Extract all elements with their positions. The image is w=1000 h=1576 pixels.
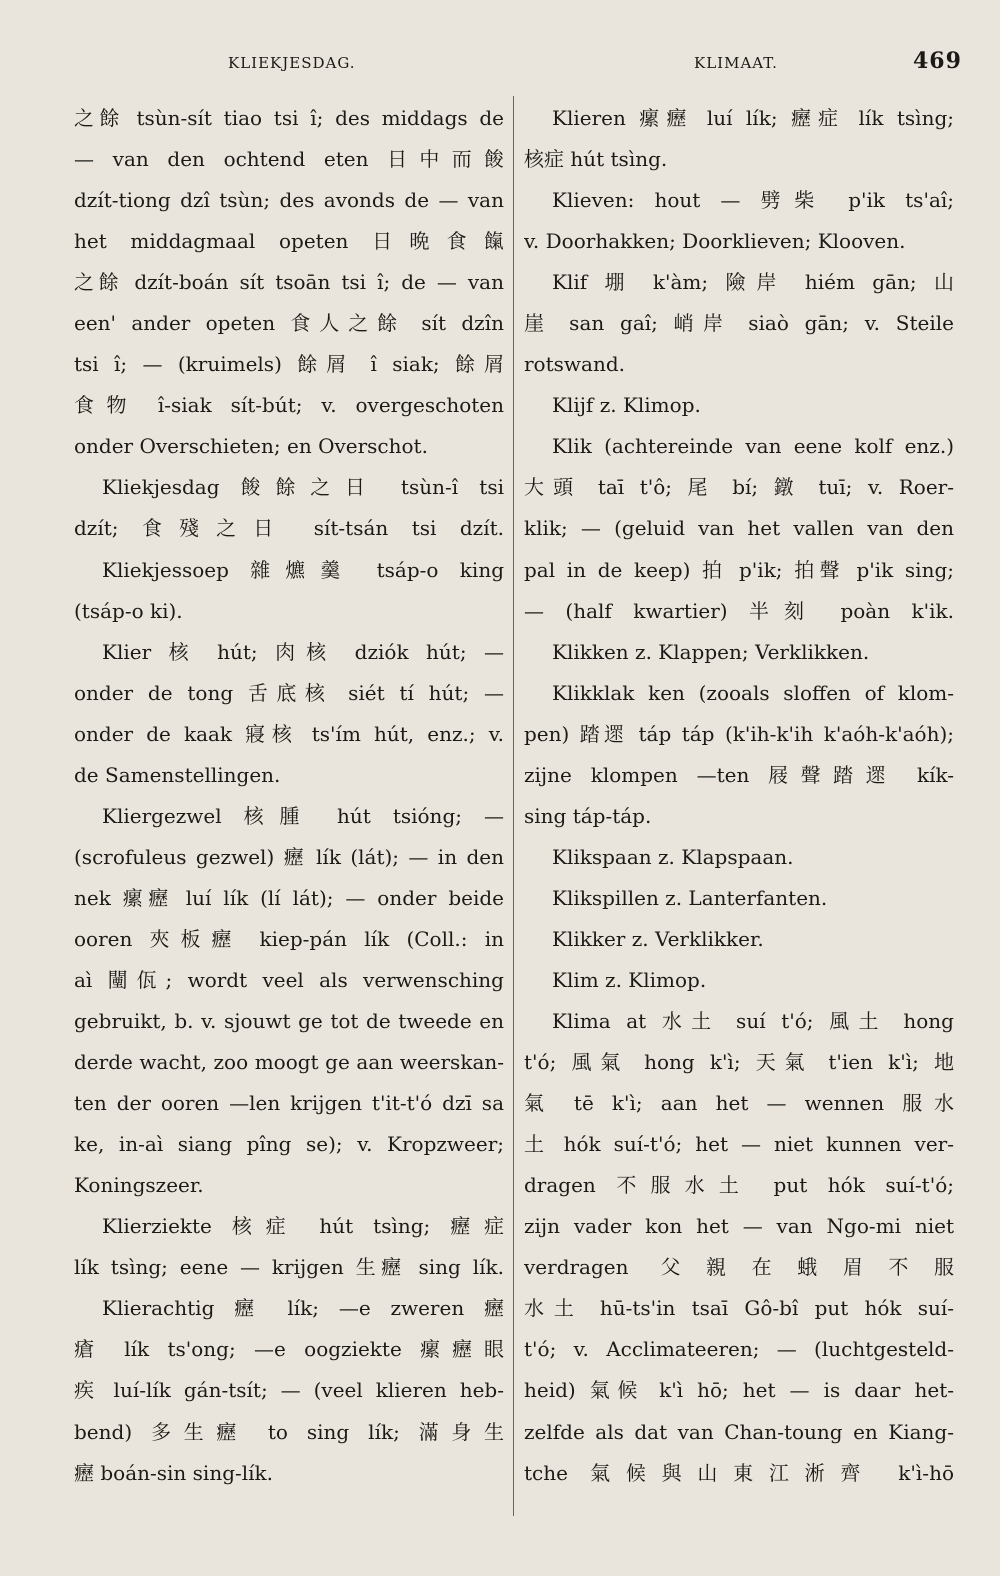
header-right-guideword: KLIMAAT. [694,54,778,72]
text-line: zelfde als dat van Chan-toung en Kiang- [524,1419,954,1444]
text-line: Klim z. Klimop. [552,967,707,992]
text-line: 之餘 dzít-boán sít tsoān tsi î; de — van [74,270,504,295]
text-line: 疾 luí-lík gán-tsít; — (veel klieren heb- [74,1378,504,1403]
text-line: ke, in-aì siang pîng se); v. Kropzweer; [74,1132,504,1157]
header-left-guideword: KLIEKJESDAG. [228,54,356,72]
text-line: 土 hók suí-t'ó; het — niet kunnen ver- [524,1132,954,1157]
text-line: tche 氣候與山東江淅齊 k'ì-hō [524,1460,954,1485]
text-line: tsi î; — (kruimels) 餘屑 î siak; 餘屑 [74,352,504,377]
text-line: zijne klompen —ten 屐聲踏遝 kík- [524,762,954,787]
text-line: nek 瘰癧 luí lík (lí lát); — onder beide [74,885,504,910]
text-line: Klikspaan z. Klapspaan. [552,844,794,869]
text-line: onder Overschieten; en Overschot. [74,434,428,459]
text-line: dzít; 食殘之日 sít-tsán tsi dzít. [74,516,504,541]
text-line: Kliekjesdag 餕餘之日 tsùn-î tsi [102,475,504,500]
text-line: Klik (achtereinde van eene kolf enz.) [552,434,954,459]
text-line: Klikken z. Klappen; Verklikken. [552,639,870,664]
text-line: heid) 氣候 k'ì hō; het — is daar het- [524,1378,954,1403]
text-line: t'ó; 風氣 hong k'ì; 天氣 t'ien k'ì; 地 [524,1050,954,1075]
text-line: sing táp-táp. [524,803,652,828]
text-line: Klikker z. Verklikker. [552,926,764,951]
text-line: Klima at 水土 suí t'ó; 風土 hong [552,1009,954,1034]
text-line: verdragen 父親在蛾眉不服 [524,1255,954,1280]
text-line: ten der ooren —len krijgen t'it-t'ó dzī sa [74,1091,504,1116]
text-line: 之餘 tsùn-sít tiao tsi î; des middags de [74,106,504,130]
running-head [0,48,1000,78]
text-line: 氣 tē k'ì; aan het — wennen 服水 [524,1091,954,1116]
text-line: de Samenstellingen. [74,762,281,787]
text-line: Klijf z. Klimop. [552,393,701,418]
column-divider [513,96,514,1516]
text-line: een' ander opeten 食人之餘 sít dzîn [74,311,504,336]
left-column [74,98,504,1494]
right-column [524,98,954,1494]
text-line: 瘡 lík ts'ong; —e oogziekte 瘰癧眼 [74,1337,504,1362]
text-line: (tsáp-o ki). [74,598,183,623]
text-line: Koningszeer. [74,1173,204,1198]
text-line: Kliergezwel 核腫 hút tsióng; — [102,803,504,828]
text-line: v. Doorhakken; Doorklieven; Klooven. [524,229,906,254]
text-line: klik; — (geluid van het vallen van den [524,516,954,541]
text-line: bend) 多生癧 to sing lík; 滿身生 [74,1419,504,1444]
text-line: Kliekjessoep 雜爊羹 tsáp-o king [102,557,504,582]
text-line: 崖 san gaî; 峭岸 siaò gān; v. Steile [524,311,954,336]
text-line: dzít-tiong dzî tsùn; des avonds de — van [74,188,504,213]
text-line: gebruikt, b. v. sjouwt ge tot de tweede en [74,1009,504,1034]
text-line: rotswand. [524,352,625,377]
text-line: dragen 不服水土 put hók suí-t'ó; [524,1173,954,1198]
text-line: t'ó; v. Acclimateeren; — (luchtgesteld- [524,1337,954,1362]
text-line: ooren 夾板癧 kiep-pán lík (Coll.: in [74,926,504,951]
text-line: — (half kwartier) 半刻 poàn k'ik. [524,598,954,623]
text-line: Klierachtig 癧 lík; —e zweren 癧 [102,1296,504,1321]
text-line: (scrofuleus gezwel) 癧 lík (lát); — in den [74,844,504,869]
text-line: onder de tong 舌底核 siét tí hút; — [74,680,504,705]
text-line: Klierziekte 核症 hút tsìng; 癧症 [102,1214,504,1239]
text-line: zijn vader kon het — van Ngo-mi niet [524,1214,954,1239]
text-line: Klikspillen z. Lanterfanten. [552,885,828,910]
text-line: pen) 踏遝 táp táp (k'ih-k'ih k'aóh-k'aóh); [524,721,954,746]
text-line: 水土 hū-ts'in tsaī Gô-bî put hók suí- [524,1296,954,1321]
text-line: Klieven: hout — 劈柴 p'ik ts'aî; [552,188,954,213]
text-line: Klieren 瘰癧 luí lík; 癧症 lík tsìng; [552,106,954,130]
text-line: 大頭 taī t'ô; 尾 bí; 鐓 tuī; v. Roer- [524,475,954,500]
text-line: pal in de keep) 拍 p'ik; 拍聲 p'ik sing; [524,557,954,582]
text-line: Klif 堋 k'àm; 險岸 hiém gān; 山 [552,270,954,295]
text-line: onder de kaak 寢核 ts'ím hút, enz.; v. [74,721,504,746]
text-line: Klikklak ken (zooals sloffen of klom- [552,680,954,705]
text-line: Klier 核 hút; 肉核 dziók hút; — [102,639,504,664]
text-line: aì 闉佤; wordt veel als verwensching [74,967,504,992]
text-line: 癧 boán-sin sing-lík. [74,1460,274,1485]
page-number: 469 [913,48,962,74]
text-line: derde wacht, zoo moogt ge aan weerskan- [74,1050,504,1075]
text-line: het middagmaal opeten 日晩食餼 [74,229,504,254]
text-line: 食物 î-siak sít-bút; v. overgeschoten [74,393,504,418]
text-line: — van den ochtend eten 日中而餕 [74,147,504,172]
text-line: lík tsìng; eene — krijgen 生癧 sing lík. [74,1255,504,1280]
text-line: 核症 hút tsìng. [524,147,668,172]
